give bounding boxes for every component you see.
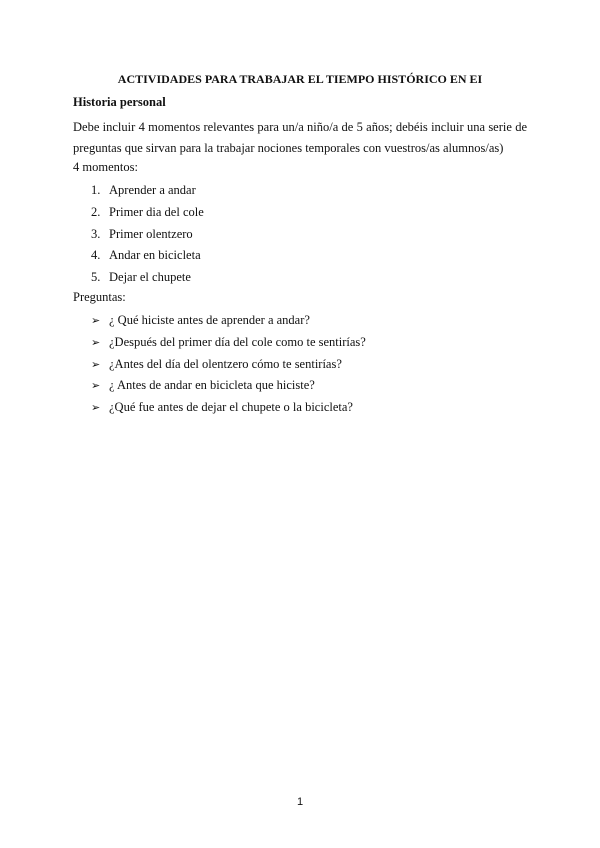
question-item [91,355,366,377]
question-text: ¿Antes del día del olentzero cómo te sentirías? [109,356,342,371]
moments-label: 4 momentos: [73,160,138,174]
list-item-text: Primer olentzero [109,226,193,241]
moments-list [91,181,204,290]
arrow-bullet-icon: ➢ [91,379,101,393]
section-heading: Historia personal [73,95,166,109]
list-item-number: 3. [91,226,101,241]
intro-line-1: Debe incluir 4 momentos relevantes para un/a niño/a de 5 años; debéis incluir una serie de [73,120,527,134]
list-item [91,268,204,290]
list-item [91,225,204,247]
arrow-bullet-icon: ➢ [91,401,101,415]
list-item [91,181,204,203]
list-item-number: 2. [91,204,101,219]
document-title: ACTIVIDADES PARA TRABAJAR EL TIEMPO HISTÓRICO EN EI [117,72,483,86]
arrow-bullet-icon: ➢ [91,335,101,349]
list-item-text: Primer dia del cole [109,204,204,219]
list-item-text: Aprender a andar [109,183,196,197]
list-item-number: 1. [91,183,101,197]
page-number: 1 [296,796,304,808]
list-item [91,203,204,225]
list-item-number: 4. [91,248,101,263]
question-item [91,376,366,398]
question-text: ¿ Antes de andar en bicicleta que hiciste? [109,378,315,393]
question-item [91,311,366,333]
arrow-bullet-icon: ➢ [91,357,101,371]
intro-paragraph [73,117,527,159]
list-item-text: Andar en bicicleta [109,248,201,263]
questions-label: Preguntas: [73,290,126,304]
questions-list [91,311,366,420]
list-item [91,246,204,268]
question-text: ¿ Qué hiciste antes de aprender a andar? [109,313,310,327]
arrow-bullet-icon: ➢ [91,314,101,327]
list-item-number: 5. [91,270,101,285]
question-item [91,398,366,420]
intro-line-2: preguntas que sirvan para la trabajar nociones temporales con vuestros/as alumnos/as) [73,141,504,155]
question-text: ¿Después del primer día del cole como te sentirías? [109,334,366,349]
question-item [91,333,366,355]
list-item-text: Dejar el chupete [109,270,191,285]
question-text: ¿Qué fue antes de dejar el chupete o la bicicleta? [109,400,353,415]
